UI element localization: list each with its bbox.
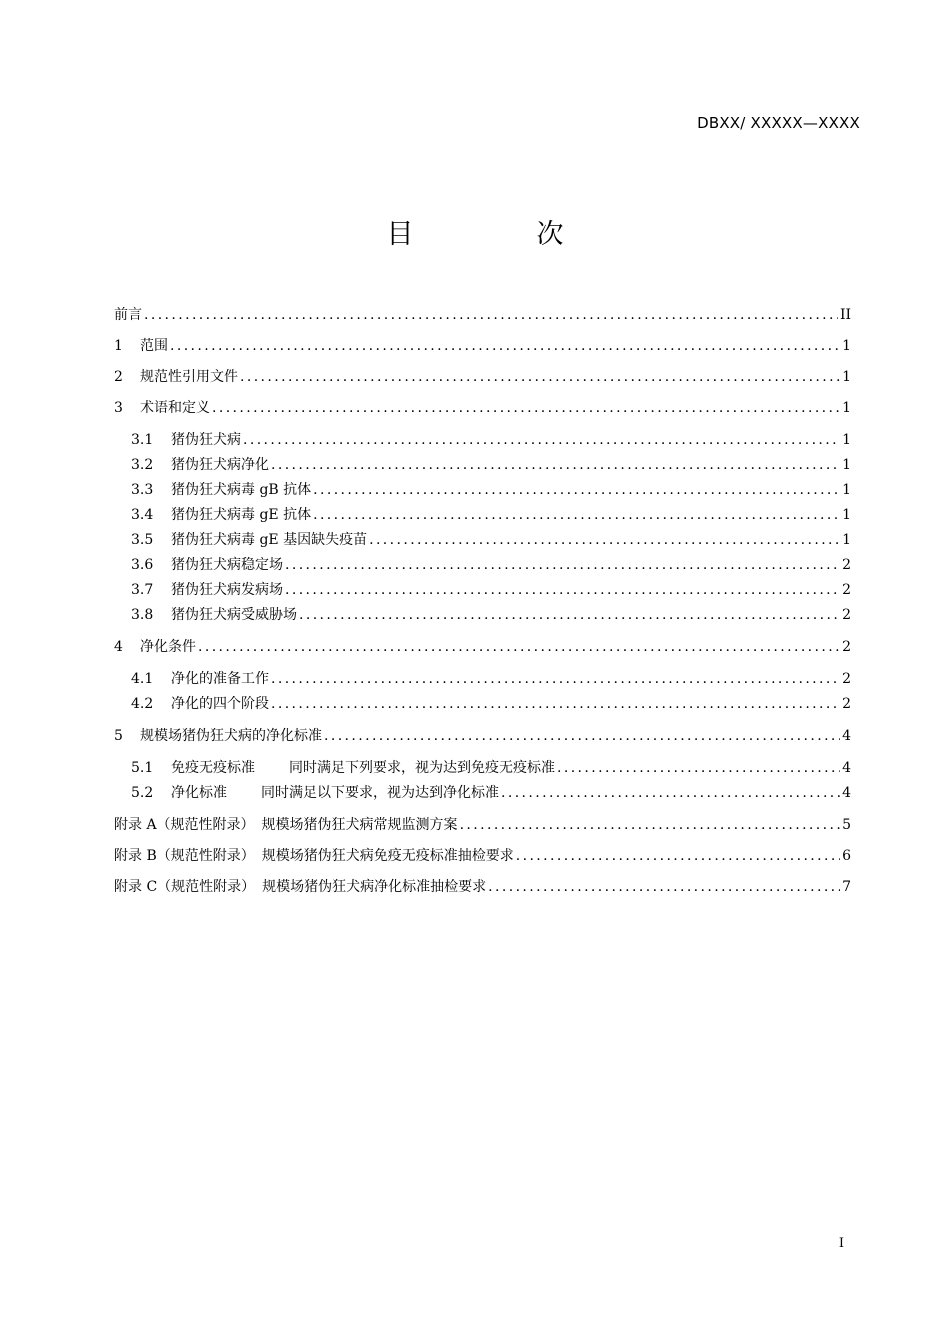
toc-entry[interactable] <box>114 756 851 781</box>
toc-entry[interactable] <box>114 553 851 578</box>
toc-entry-page: 1 <box>842 532 851 548</box>
toc-entry-subtitle: 同时满足下列要求，视为达到免疫无疫标准 <box>289 760 555 776</box>
toc-entry-label: 规模场猪伪狂犬病的净化标准 <box>140 728 322 744</box>
toc-entry[interactable] <box>114 503 851 528</box>
toc-entry-number: 3.2 <box>131 457 154 473</box>
toc-entry[interactable] <box>114 578 851 603</box>
toc-dot-leader <box>271 453 840 478</box>
toc-entry[interactable] <box>114 393 851 424</box>
toc-entry-page: 2 <box>842 557 851 573</box>
toc-entry-page: 1 <box>842 507 851 523</box>
toc-entry-number: 4 <box>114 639 123 655</box>
toc-entry-page: 4 <box>842 785 851 801</box>
toc-entry-label: 附录 C（规范性附录） 规模场猪伪狂犬病净化标准抽检要求 <box>114 879 487 895</box>
toc-entry[interactable] <box>114 667 851 692</box>
toc-entry-page: 1 <box>842 400 851 416</box>
toc-entry[interactable] <box>114 428 851 453</box>
toc-entry-number: 3.3 <box>131 482 154 498</box>
toc-entry-label: 附录 B（规范性附录） 规模场猪伪狂犬病免疫无疫标准抽检要求 <box>114 848 514 864</box>
toc-dot-leader <box>299 603 840 628</box>
toc-dot-leader <box>240 362 840 393</box>
toc-entry-number: 1 <box>114 338 123 354</box>
toc-entry-page: 7 <box>842 879 851 895</box>
toc-entry-label: 猪伪狂犬病净化 <box>171 457 269 473</box>
toc-entry-page: 4 <box>842 760 851 776</box>
toc-entry-number: 5 <box>114 728 123 744</box>
toc-entry[interactable] <box>114 603 851 628</box>
toc-entry-page: 1 <box>842 457 851 473</box>
toc-entry[interactable] <box>114 810 851 841</box>
toc-entry-page: 1 <box>842 432 851 448</box>
toc-entry-label: 净化的四个阶段 <box>171 696 269 712</box>
page-title: 目 次 <box>386 219 612 250</box>
toc-entry-page: 1 <box>842 482 851 498</box>
toc-entry-page: 1 <box>842 369 851 385</box>
toc-entry-label: 猪伪狂犬病 <box>171 432 241 448</box>
toc-entry-page: 2 <box>842 639 851 655</box>
toc-dot-leader <box>516 841 840 872</box>
toc-dot-leader <box>501 781 840 806</box>
toc-entry[interactable] <box>114 300 851 331</box>
toc-entry-label: 免疫无疫标准 <box>171 760 255 776</box>
table-of-contents <box>114 300 851 903</box>
toc-dot-leader <box>170 331 840 362</box>
toc-entry[interactable] <box>114 841 851 872</box>
toc-entry-label: 猪伪狂犬病毒 gB 抗体 <box>171 482 312 498</box>
toc-entry-page: 4 <box>842 728 851 744</box>
toc-entry-number: 3.5 <box>131 532 154 548</box>
toc-entry[interactable] <box>114 478 851 503</box>
toc-entry[interactable] <box>114 692 851 717</box>
toc-entry-label: 猪伪狂犬病发病场 <box>171 582 283 598</box>
toc-entry-page: 5 <box>842 817 851 833</box>
toc-dot-leader <box>271 667 840 692</box>
toc-entry-label: 规范性引用文件 <box>140 369 238 385</box>
toc-entry[interactable] <box>114 872 851 903</box>
toc-entry-number: 4.2 <box>131 696 154 712</box>
toc-entry-label: 净化条件 <box>140 639 196 655</box>
toc-dot-leader <box>460 810 841 841</box>
toc-entry[interactable] <box>114 632 851 663</box>
toc-entry-label: 猪伪狂犬病受威胁场 <box>171 607 297 623</box>
page-number: I <box>838 1236 844 1251</box>
toc-dot-leader <box>557 756 840 781</box>
toc-entry-page: 1 <box>842 338 851 354</box>
toc-dot-leader <box>313 503 840 528</box>
toc-dot-leader <box>324 721 840 752</box>
toc-entry[interactable] <box>114 528 851 553</box>
toc-entry-label: 前言 <box>114 307 142 323</box>
toc-entry-number: 5.2 <box>131 785 154 801</box>
toc-dot-leader <box>285 553 840 578</box>
toc-entry[interactable] <box>114 453 851 478</box>
toc-entry-page: 2 <box>842 671 851 687</box>
toc-dot-leader <box>285 578 840 603</box>
toc-entry-label: 净化标准 <box>171 785 227 801</box>
toc-entry-number: 3.4 <box>131 507 154 523</box>
toc-entry-label: 净化的准备工作 <box>171 671 269 687</box>
document-code: DBXX/ XXXXX—XXXX <box>697 114 860 132</box>
toc-entry-label: 范围 <box>140 338 168 354</box>
toc-dot-leader <box>313 478 840 503</box>
toc-entry-page: 2 <box>842 696 851 712</box>
toc-entry-label: 附录 A（规范性附录） 规模场猪伪狂犬病常规监测方案 <box>114 817 458 833</box>
toc-entry-page: 2 <box>842 607 851 623</box>
toc-entry-number: 3.1 <box>131 432 154 448</box>
toc-dot-leader <box>488 872 840 903</box>
toc-dot-leader <box>369 528 840 553</box>
toc-entry[interactable] <box>114 721 851 752</box>
toc-entry-page: 6 <box>842 848 851 864</box>
toc-entry-number: 3.8 <box>131 607 154 623</box>
toc-entry-number: 2 <box>114 369 123 385</box>
toc-dot-leader <box>243 428 840 453</box>
toc-entry-number: 3.7 <box>131 582 154 598</box>
toc-dot-leader <box>198 632 840 663</box>
toc-entry-number: 3.6 <box>131 557 154 573</box>
toc-dot-leader <box>271 692 840 717</box>
toc-entry-label: 猪伪狂犬病毒 gE 抗体 <box>171 507 312 523</box>
toc-entry-subtitle: 同时满足以下要求，视为达到净化标准 <box>261 785 499 801</box>
toc-entry[interactable] <box>114 781 851 806</box>
toc-entry[interactable] <box>114 331 851 362</box>
toc-dot-leader <box>144 300 838 331</box>
toc-entry-page: 2 <box>842 582 851 598</box>
toc-entry-number: 3 <box>114 400 123 416</box>
toc-entry-label: 猪伪狂犬病稳定场 <box>171 557 283 573</box>
toc-entry[interactable] <box>114 362 851 393</box>
toc-entry-number: 4.1 <box>131 671 154 687</box>
toc-entry-page: II <box>839 307 851 323</box>
toc-entry-label: 术语和定义 <box>140 400 210 416</box>
toc-entry-number: 5.1 <box>131 760 154 776</box>
toc-entry-label: 猪伪狂犬病毒 gE 基因缺失疫苗 <box>171 532 368 548</box>
toc-dot-leader <box>212 393 840 424</box>
